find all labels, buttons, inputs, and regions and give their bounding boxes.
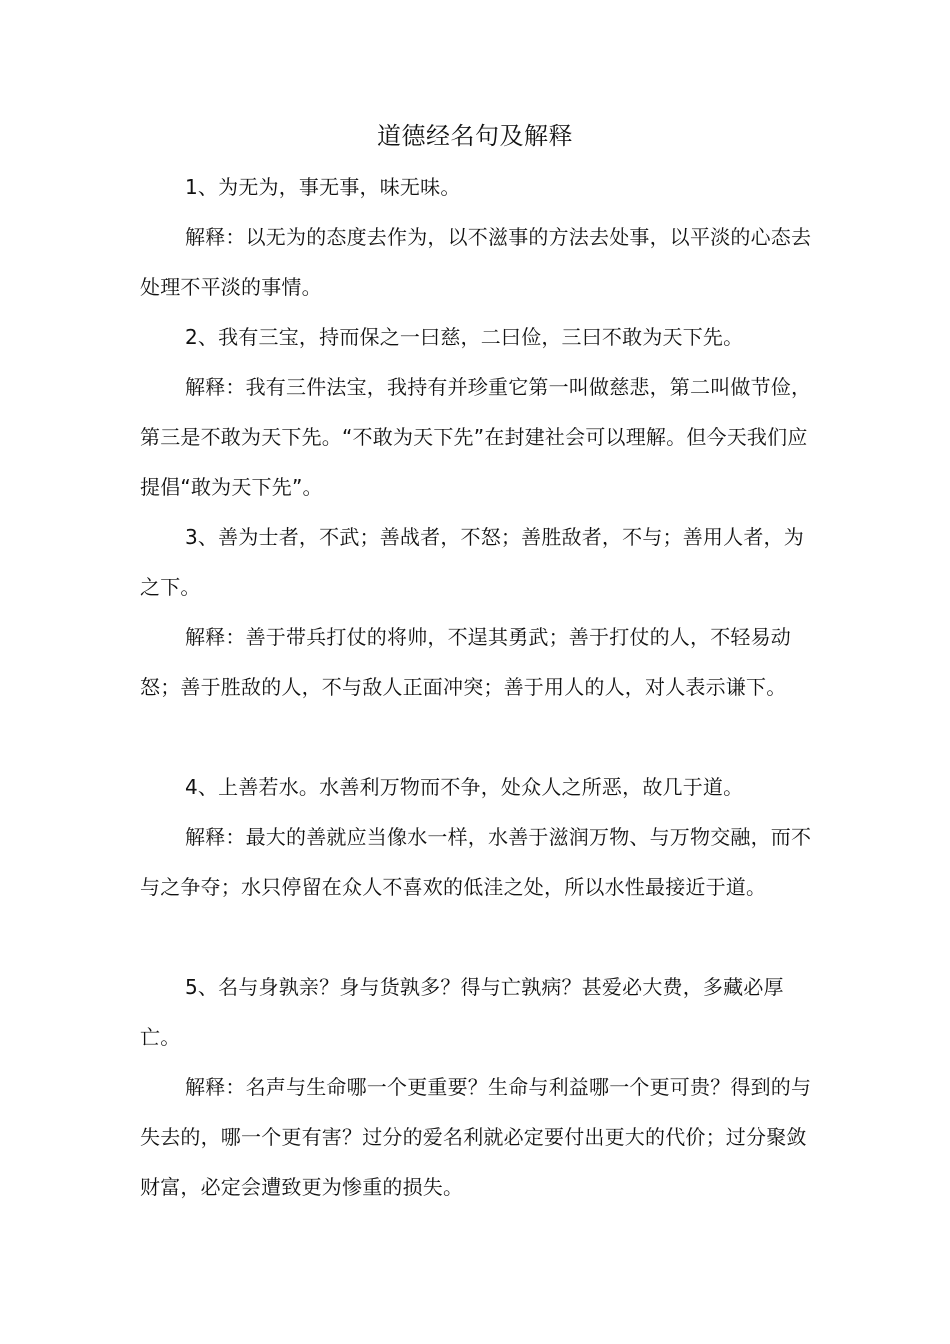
explanation-5: 解释：名声与生命哪一个更重要？生命与利益哪一个更可贵？得到的与失去的，哪一个更有害？过分的爱名利就必定要付出更大的代价；过分聚敛财富，必定会遭致更为惨重的损失。 <box>140 1075 812 1199</box>
explanation-2: 解释：我有三件法宝，我持有并珍重它第一叫做慈悲，第二叫做节俭，第三是不敢为天下先。“不敢为天下先”在封建社会可以理解。但今天我们应提倡“敢为天下先”。 <box>140 375 812 499</box>
quote-4: 4、上善若水。水善利万物而不争，处众人之所恶，故几于道。 <box>185 775 744 799</box>
document-title: 道德经名句及解释 <box>377 122 573 150</box>
quote-3: 3、善为士者，不武；善战者，不怒；善胜敌者，不与；善用人者，为之下。 <box>140 525 804 599</box>
quote-2: 2、我有三宝，持而保之一曰慈，二曰俭，三曰不敢为天下先。 <box>185 325 744 349</box>
quote-1: 1、为无为，事无事，味无味。 <box>185 175 461 199</box>
explanation-4: 解释：最大的善就应当像水一样，水善于滋润万物、与万物交融，而不与之争夺；水只停留在众人不喜欢的低洼之处，所以水性最接近于道。 <box>140 825 812 899</box>
quote-5: 5、名与身孰亲？身与货孰多？得与亡孰病？甚爱必大费，多藏必厚亡。 <box>140 975 784 1049</box>
explanation-3: 解释：善于带兵打仗的将帅，不逞其勇武；善于打仗的人，不轻易动怒；善于胜敌的人，不与敌人正面冲突；善于用人的人，对人表示谦下。 <box>140 625 791 699</box>
explanation-1: 解释：以无为的态度去作为，以不滋事的方法去处事，以平淡的心态去处理不平淡的事情。 <box>140 225 812 299</box>
